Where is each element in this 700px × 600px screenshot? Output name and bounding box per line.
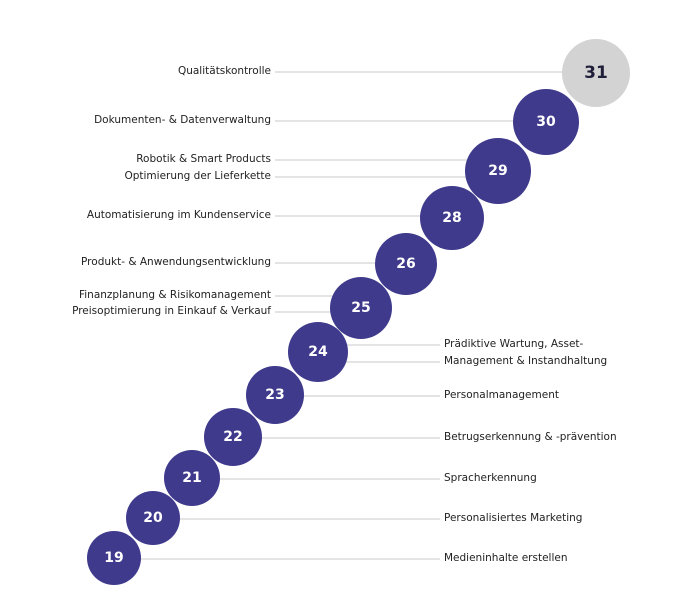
step-circle-21: 21 (164, 450, 220, 506)
step-circle-22: 22 (204, 408, 262, 466)
step-circle-31: 31 (562, 39, 630, 107)
step-circle-24: 24 (288, 322, 348, 382)
step-label: Automatisierung im Kundenservice (86, 209, 271, 221)
step-label: Prädiktive Wartung, Asset- (444, 338, 584, 350)
step-label: Management & Instandhaltung (444, 355, 608, 367)
step-circle-29: 29 (465, 138, 531, 204)
step-label: Produkt- & Anwendungsentwicklung (81, 256, 271, 268)
step-circle-28: 28 (420, 186, 484, 250)
step-circle-26: 26 (375, 233, 437, 295)
step-label: Spracherkennung (444, 472, 537, 484)
step-label: Qualitätskontrolle (177, 65, 271, 77)
step-circle-23: 23 (246, 366, 304, 424)
step-label: Betrugserkennung & -prävention (444, 431, 617, 443)
step-label: Personalmanagement (444, 389, 559, 401)
step-circle-19: 19 (87, 531, 141, 585)
step-label: Medieninhalte erstellen (444, 552, 568, 564)
step-circle-25: 25 (330, 277, 392, 339)
step-label: Robotik & Smart Products (136, 153, 271, 165)
step-circle-30: 30 (513, 89, 579, 155)
step-label: Personalisiertes Marketing (444, 512, 583, 524)
step-circle-20: 20 (126, 491, 180, 545)
step-label: Preisoptimierung in Einkauf & Verkauf (72, 305, 271, 317)
step-label: Dokumenten- & Datenverwaltung (94, 114, 271, 126)
step-label: Optimierung der Lieferkette (124, 170, 271, 182)
step-label: Finanzplanung & Risikomanagement (78, 289, 271, 301)
